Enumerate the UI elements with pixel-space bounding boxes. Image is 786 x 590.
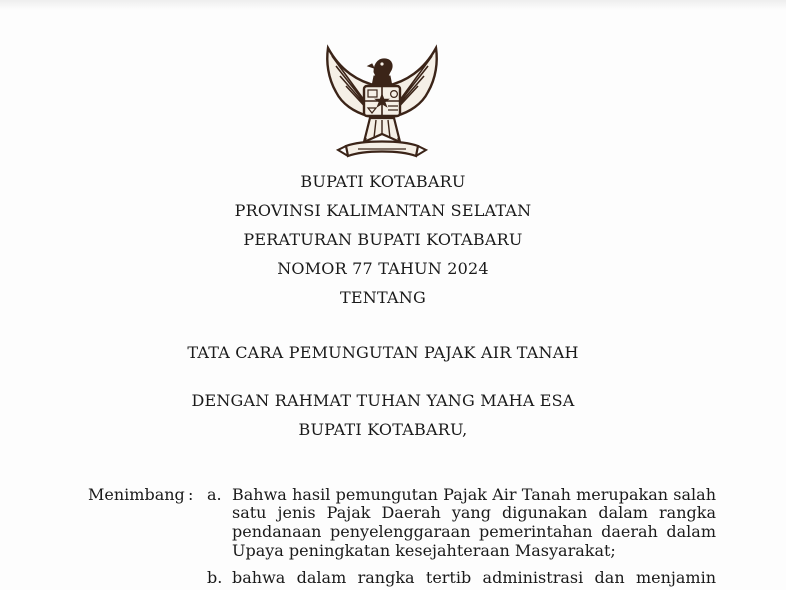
about-label: TENTANG <box>340 288 426 307</box>
menimbang-colon: : <box>188 485 194 504</box>
preamble-line-2: BUPATI KOTABARU, <box>298 420 468 439</box>
item-b-marker: b. <box>207 568 223 587</box>
item-a-line-1: Bahwa hasil pemungutan Pajak Air Tanah merupakan salah <box>232 485 716 504</box>
regulation-number: NOMOR 77 TAHUN 2024 <box>277 259 489 278</box>
garuda-pancasila-emblem-icon <box>318 42 446 164</box>
item-a-line-2: satu jenis Pajak Daerah yang digunakan dalam rangka <box>232 503 716 522</box>
preamble-line-1: DENGAN RAHMAT TUHAN YANG MAHA ESA <box>191 391 575 410</box>
item-a-line-3: pendanaan penyelenggaraan pemerintahan daerah dalam <box>232 522 716 541</box>
regulation-title: PERATURAN BUPATI KOTABARU <box>243 230 523 249</box>
regent-title: BUPATI KOTABARU <box>300 172 466 191</box>
item-a-line-4: Upaya peningkatan kesejahteraan Masyarakat; <box>232 541 616 560</box>
item-b-line-1: bahwa dalam rangka tertib administrasi dan menjamin <box>232 568 716 587</box>
province-title: PROVINSI KALIMANTAN SELATAN <box>234 201 532 220</box>
regulation-subject: TATA CARA PEMUNGUTAN PAJAK AIR TANAH <box>187 343 579 362</box>
scan-edge-shadow <box>0 0 786 10</box>
menimbang-label: Menimbang <box>88 485 185 504</box>
item-a-marker: a. <box>207 485 222 504</box>
